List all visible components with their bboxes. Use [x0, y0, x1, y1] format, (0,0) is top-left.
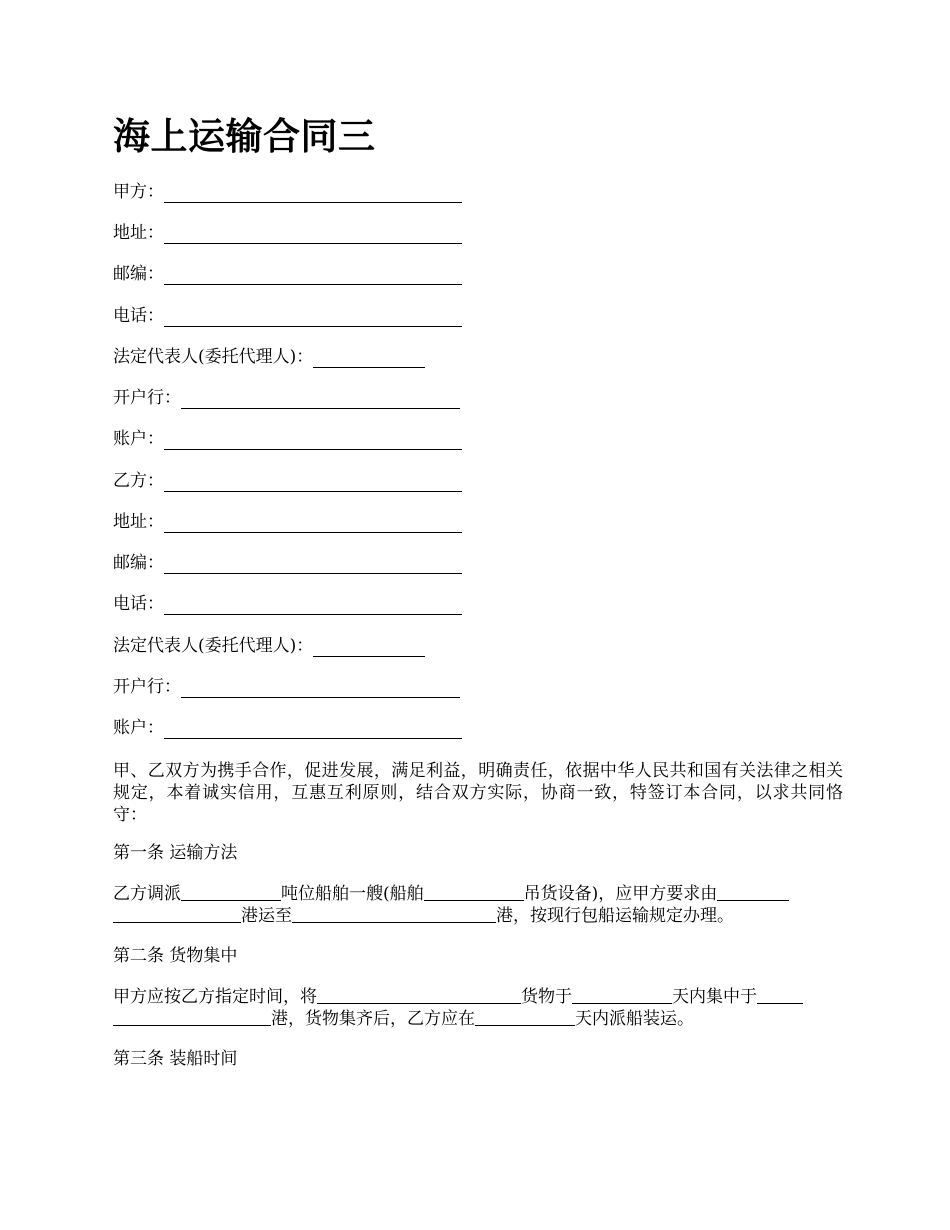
article-2-cargo-blank[interactable] — [317, 986, 521, 1004]
party-a-postcode-blank[interactable] — [164, 266, 462, 285]
article-1-ship-blank[interactable] — [424, 883, 524, 901]
article-1-origin-blank-a[interactable] — [717, 883, 789, 901]
party-a-bank-blank[interactable] — [181, 390, 460, 409]
article-2-port-blank-b[interactable] — [113, 1008, 271, 1026]
party-b-postcode-label: 邮编： — [113, 553, 164, 573]
party-b-account-label: 账户： — [113, 718, 164, 738]
article-1-origin-blank-b[interactable] — [113, 905, 241, 923]
party-b-address-label: 地址： — [113, 512, 164, 532]
party-a-rep-blank[interactable] — [313, 349, 425, 368]
party-a-rep-label: 法定代表人(委托代理人)： — [113, 347, 314, 367]
party-b-rep-label: 法定代表人(委托代理人)： — [113, 636, 314, 656]
party-b-phone-label: 电话： — [113, 594, 164, 614]
party-a-account-blank[interactable] — [164, 431, 462, 450]
party-b-phone-field — [113, 593, 462, 615]
article-2-text-4: 港，货物集齐后，乙方应在 — [271, 1009, 475, 1029]
preamble-paragraph: 甲、乙双方为携手合作，促进发展，满足利益，明确责任，依据中华人民共和国有关法律之相关规定，本着诚实信用，互惠互利原则，结合双方实际，协商一致，特签订本合同，以求共同恪守： — [113, 761, 843, 825]
party-a-rep-field — [113, 346, 425, 368]
party-a-phone-label: 电话： — [113, 306, 164, 326]
article-1-text-2: 吨位船舶一艘(船舶 — [281, 884, 424, 904]
party-a-phone-field — [113, 305, 462, 327]
party-b-postcode-blank[interactable] — [164, 555, 462, 574]
party-b-field — [113, 470, 462, 492]
party-b-address-blank[interactable] — [164, 514, 462, 533]
party-a-postcode-label: 邮编： — [113, 264, 164, 284]
article-1-text-5: 港，按现行包船运输规定办理。 — [496, 906, 734, 926]
article-3-heading: 第三条 装船时间 — [113, 1049, 238, 1069]
article-1-tonnage-blank[interactable] — [181, 883, 281, 901]
document-title: 海上运输合同三 — [113, 114, 376, 158]
party-a-address-label: 地址： — [113, 223, 164, 243]
article-1-heading: 第一条 运输方法 — [113, 843, 238, 863]
party-b-bank-field — [113, 676, 460, 698]
party-b-account-blank[interactable] — [164, 720, 462, 739]
article-2-text-2: 货物于 — [521, 987, 572, 1007]
article-2-port-blank-a[interactable] — [757, 986, 803, 1004]
article-2-heading: 第二条 货物集中 — [113, 946, 238, 966]
party-a-bank-field — [113, 387, 460, 409]
party-a-account-label: 账户： — [113, 429, 164, 449]
article-1-destination-blank[interactable] — [292, 905, 496, 923]
party-a-phone-blank[interactable] — [164, 308, 462, 327]
party-a-label: 甲方： — [113, 182, 164, 202]
article-2-body — [113, 986, 843, 1030]
article-1-body — [113, 883, 843, 927]
party-b-label: 乙方： — [113, 471, 164, 491]
party-b-phone-blank[interactable] — [164, 596, 462, 615]
party-a-address-field — [113, 222, 462, 244]
party-b-bank-blank[interactable] — [181, 679, 460, 698]
party-b-rep-blank[interactable] — [313, 638, 425, 657]
party-a-account-field — [113, 428, 462, 450]
party-a-address-blank[interactable] — [164, 225, 462, 244]
article-2-days-blank[interactable] — [572, 986, 672, 1004]
party-b-account-field — [113, 717, 462, 739]
party-a-postcode-field — [113, 263, 462, 285]
article-2-text-1: 甲方应按乙方指定时间，将 — [113, 987, 317, 1007]
article-2-text-5: 天内派船装运。 — [575, 1009, 694, 1029]
article-1-text-4: 港运至 — [241, 906, 292, 926]
party-a-bank-label: 开户行： — [113, 388, 181, 408]
party-b-bank-label: 开户行： — [113, 677, 181, 697]
party-b-rep-field — [113, 635, 425, 657]
article-2-ship-days-blank[interactable] — [475, 1008, 575, 1026]
party-b-postcode-field — [113, 552, 462, 574]
party-b-address-field — [113, 511, 462, 533]
article-1-text-1: 乙方调派 — [113, 884, 181, 904]
party-a-blank[interactable] — [164, 184, 462, 203]
article-1-text-3: 吊货设备)，应甲方要求由 — [523, 884, 718, 904]
article-2-text-3: 天内集中于 — [672, 987, 757, 1007]
party-a-field — [113, 181, 462, 203]
party-b-blank[interactable] — [164, 473, 462, 492]
